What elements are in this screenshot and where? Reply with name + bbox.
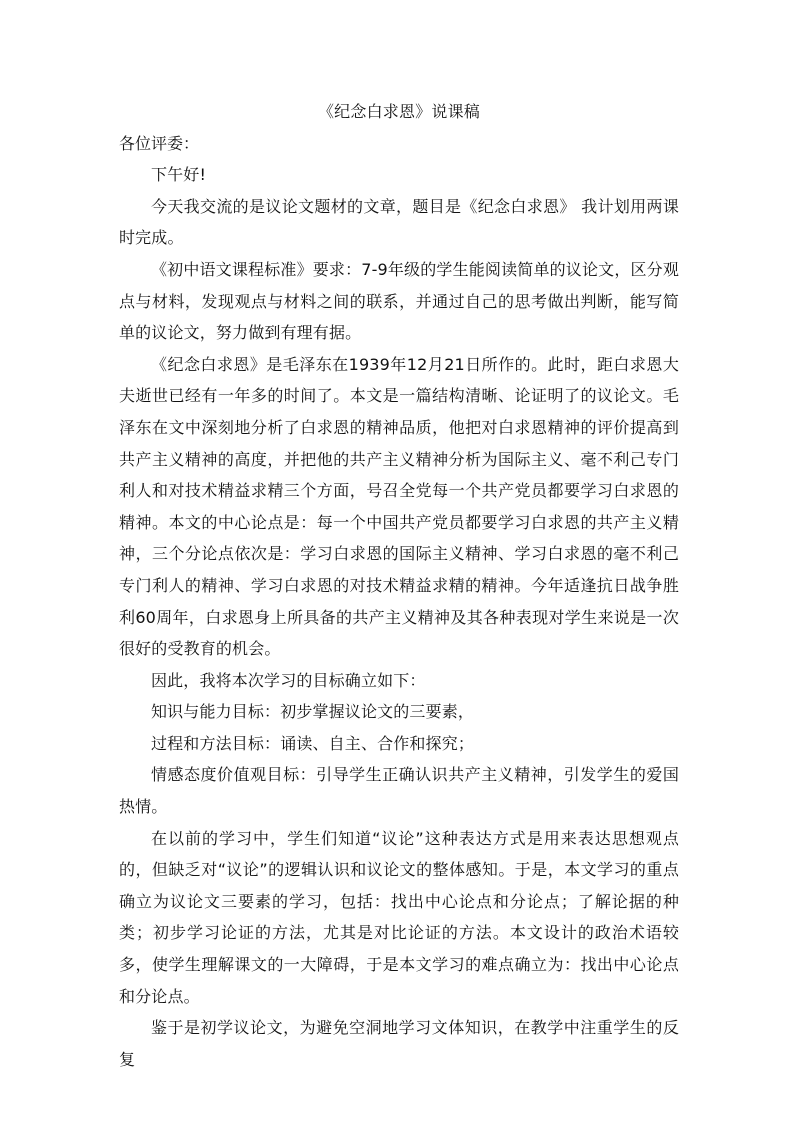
- paragraph-curriculum-standard: 《初中语文课程标准》要求：7-9年级的学生能阅读简单的议论文，区分观点与材料，发现观点与材料之间的联系，并通过自己的思考做出判断，能写简单的议论文，努力做到有理有据。: [119, 259, 679, 343]
- paragraph-goal-process: 过程和方法目标：诵读、自主、合作和探究；: [151, 733, 475, 753]
- paragraph-intro: 今天我交流的是议论文题材的文章，题目是《纪念白求恩》 我计划用两课时完成。: [119, 196, 679, 248]
- document-title: 《纪念白求恩》说课稿: [317, 102, 480, 121]
- document-page: [119, 96, 679, 1075]
- paragraph-goal-emotion: 情感态度价值观目标：引导学生正确认识共产主义精神，引发学生的爱国热情。: [119, 765, 679, 817]
- paragraph-teaching-method: 鉴于是初学议论文，为避免空洞地学习文体知识，在教学中注重学生的反复: [119, 1018, 679, 1069]
- paragraph-goal-knowledge: 知识与能力目标：初步掌握议论文的三要素，: [151, 702, 475, 722]
- paragraph-goals-intro: 因此，我将本次学习的目标确立如下：: [151, 670, 426, 690]
- paragraph-greeting: 下午好!: [151, 165, 207, 185]
- paragraph-text-analysis: 《纪念白求恩》是毛泽东在1939年12月21日所作的。此时，距白求恩大夫逝世已经有一年多的时间了。本文是一篇结构清晰、论证明了的议论文。毛泽东在文中深刻地分析了白求恩的精神品质，他把对白求恩精神的评价提高到共产主义精神的高度，并把他的共产主义精神分析为国际主义、毫不利己专门利人和对技术精益求精三个方面，号召全党每一个共产党员都要学习白求恩的精神。本文的中心论点是：每一个中国共产党员都要学习白求恩的共产主义精神，三个分论点依次是：学习白求恩的国际主义精神、学习白求恩的毫不利己专门利人的精神、学习白求恩的对技术精益求精的精神。今年适逢抗日战争胜利60周年，白求恩身上所具备的共产主义精神及其各种表现对学生来说是一次很好的受教育的机会。: [119, 354, 679, 659]
- paragraph-key-points: 在以前的学习中，学生们知道“议论”这种表达方式是用来表达思想观点的，但缺乏对“议论”的逻辑认识和议论文的整体感知。于是，本文学习的重点确立为议论文三要素的学习，包括：找出中心论点和分论点；了解论据的种类；初步学习论证的方法，尤其是对比论证的方法。本文设计的政治术语较多，使学生理解课文的一大障碍，于是本文学习的难点确立为：找出中心论点和分论点。: [119, 828, 679, 1006]
- salutation: 各位评委：: [119, 133, 200, 153]
